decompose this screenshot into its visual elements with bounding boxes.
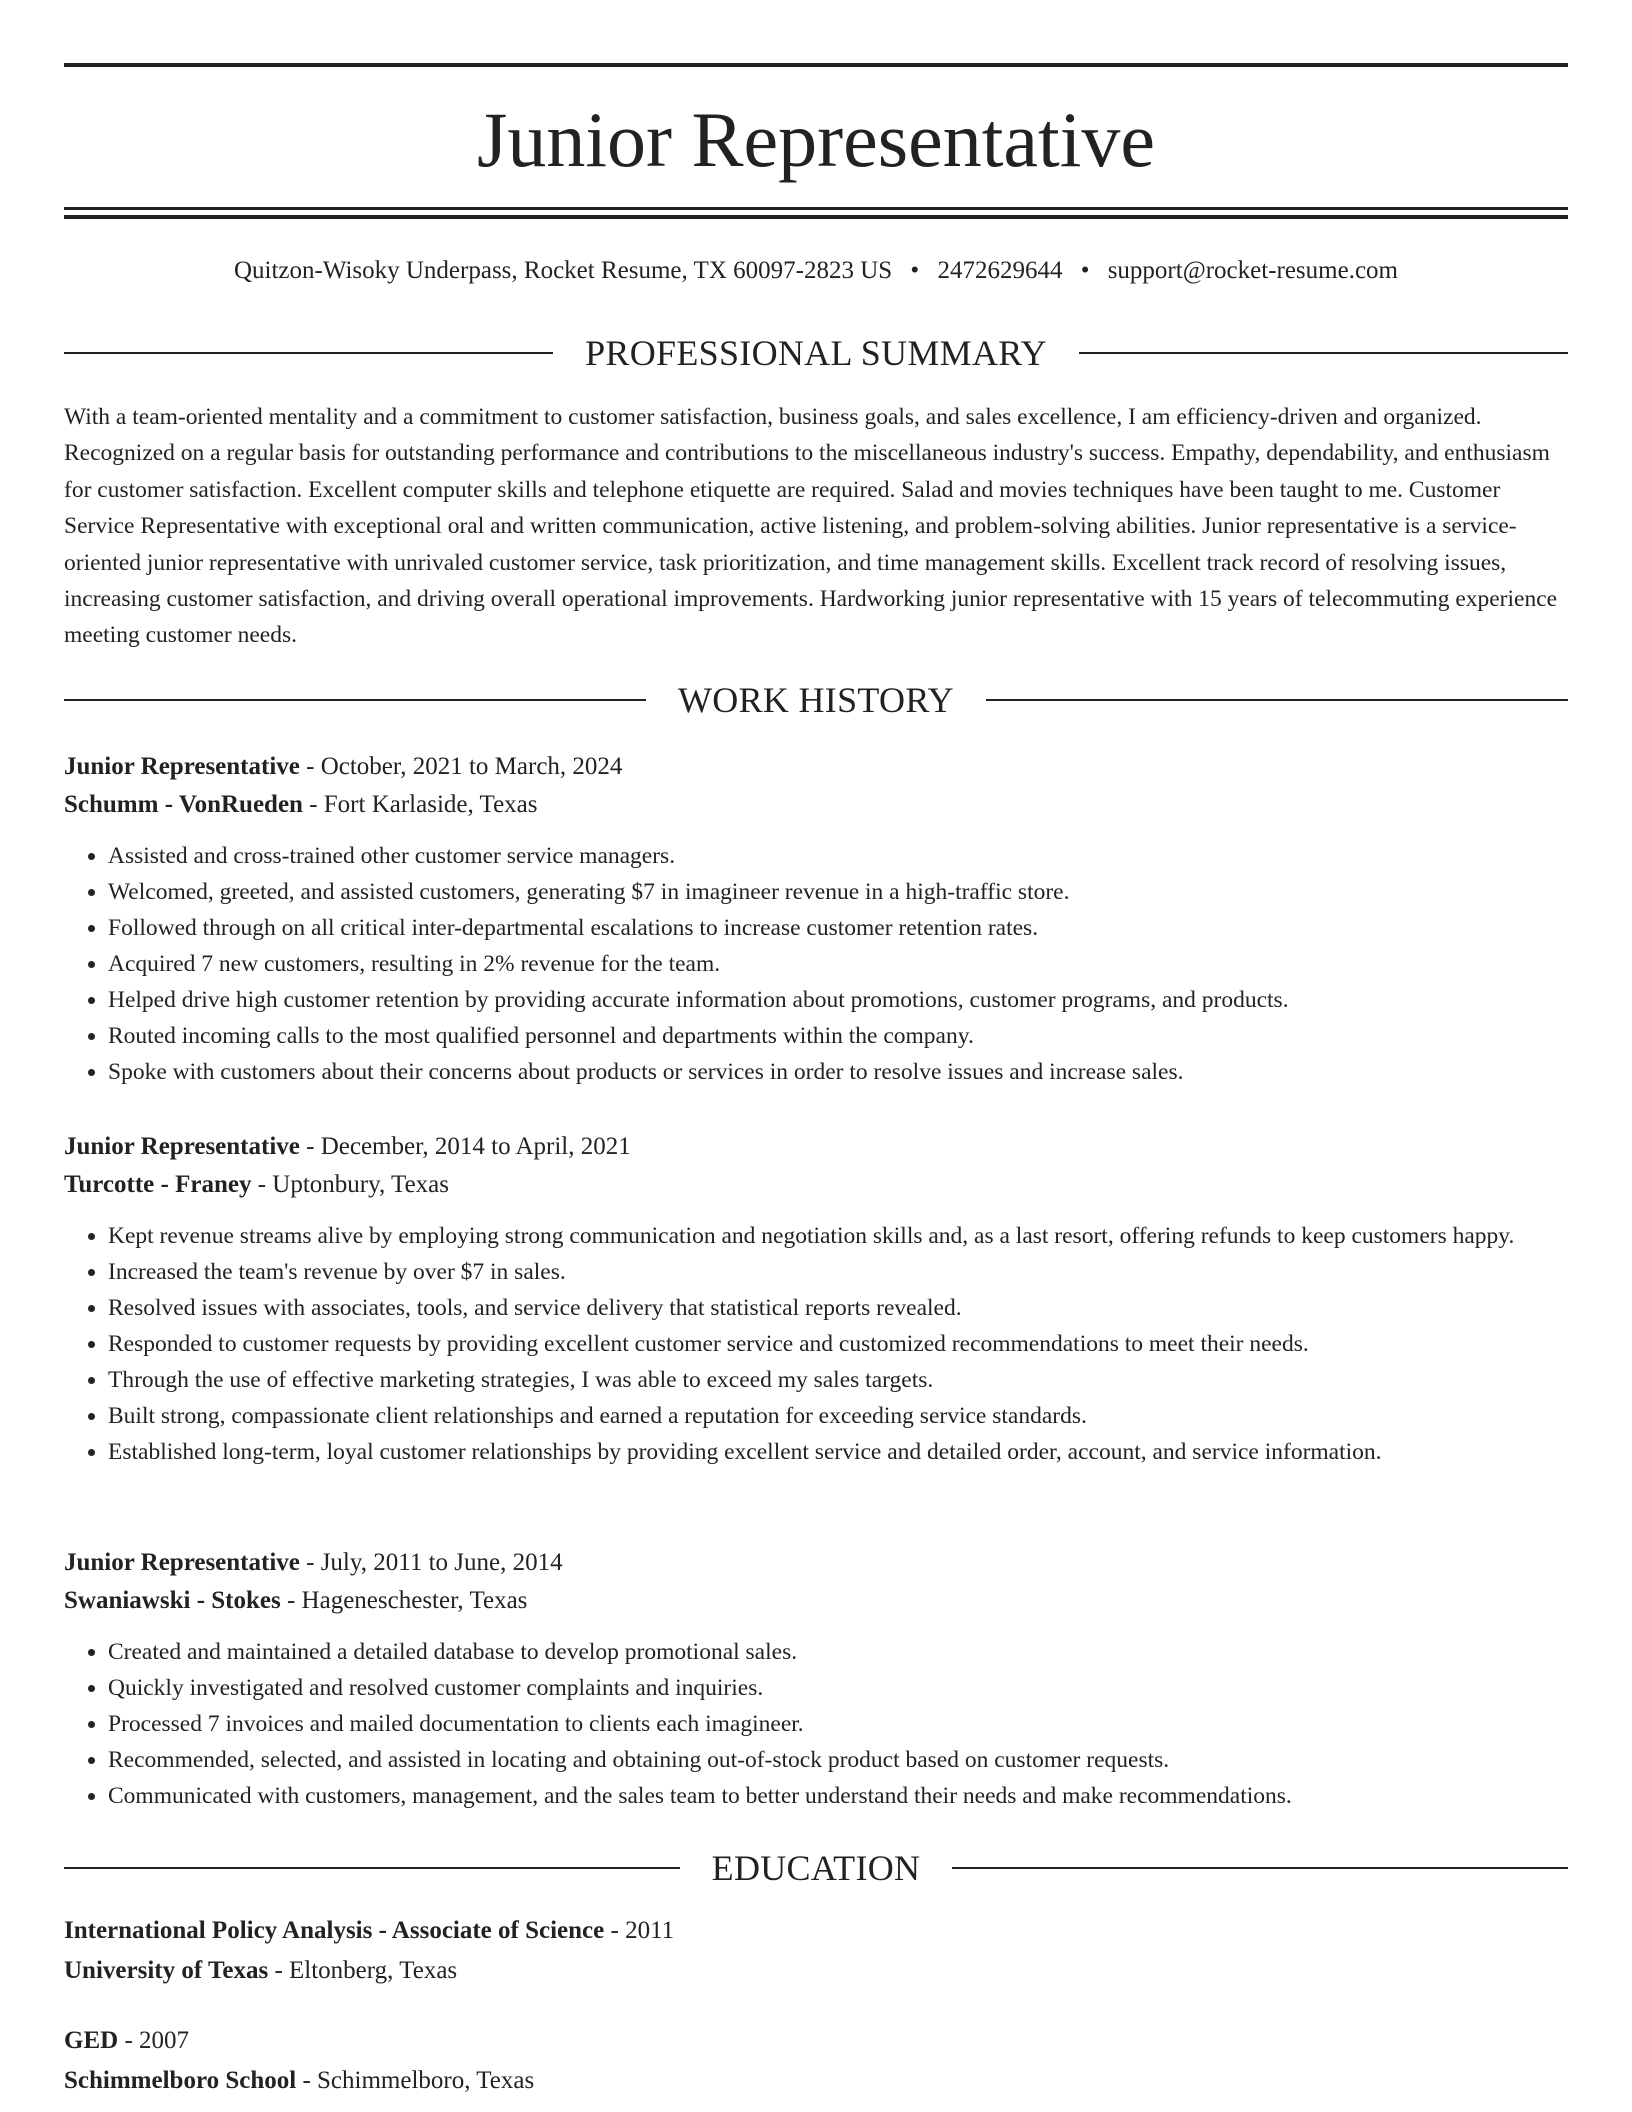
education-degree: GED [64,2027,119,2054]
job-title-line [64,748,1568,786]
list-item: • Spoke with customers about their concerns about products or services in order to resolve issues and increase sales. [108,1054,1568,1090]
education-entry [64,2021,1568,2101]
job-company: Swaniawski - Stokes [64,1587,281,1614]
list-item: • Responded to customer requests by providing excellent customer service and customized recommendations to meet their needs. [108,1326,1568,1362]
education-location: - Schimmelboro, Texas [296,2067,535,2094]
list-item: • Processed 7 invoices and mailed documentation to clients each imagineer. [108,1706,1568,1742]
job-entry [64,1544,1568,1814]
job-dates: - October, 2021 to March, 2024 [299,753,623,780]
education-location: - Eltonberg, Texas [268,1957,458,1984]
contact-separator: • [910,257,920,284]
job-dates: - December, 2014 to April, 2021 [299,1133,631,1160]
job-title-line [64,1544,1568,1582]
contact-separator: • [1080,257,1090,284]
education-school-line [64,1951,1568,1991]
list-item: • Acquired 7 new customers, resulting in 2% revenue for the team. [108,946,1568,982]
education-school-line [64,2061,1568,2101]
job-entry [64,748,1568,1090]
section-heading-summary [64,331,1568,375]
education-year: - 2007 [118,2027,190,2054]
list-item: • Communicated with customers, management, and the sales team to better understand their needs and make recommendations. [108,1778,1568,1814]
title-double-divider [64,207,1568,219]
job-location: - Uptonbury, Texas [251,1171,449,1198]
list-item: • Assisted and cross-trained other customer service managers. [108,838,1568,874]
list-item: • Welcomed, greeted, and assisted customers, generating $7 in imagineer revenue in a high-traffic store. [108,874,1568,910]
job-company: Turcotte - Franey [64,1171,252,1198]
job-title: Junior Representative [64,1549,300,1576]
list-item: • Resolved issues with associates, tools, and service delivery that statistical reports revealed. [108,1290,1568,1326]
contact-phone: 2472629644 [937,257,1063,284]
job-location: - Fort Karlaside, Texas [302,791,538,818]
list-item: • Established long-term, loyal customer relationships by providing excellent service and detailed order, account, and service information. [108,1434,1568,1470]
job-duties-list [64,1634,1568,1814]
list-item: • Increased the team's revenue by over $7 in sales. [108,1254,1568,1290]
job-company-line [64,786,1568,824]
education-degree-line [64,1911,1568,1951]
section-rule-left [64,699,646,701]
section-rule-right [986,699,1568,701]
job-location: - Hageneschester, Texas [280,1587,528,1614]
section-rule-left [64,352,553,354]
section-title: PROFESSIONAL SUMMARY [585,333,1047,373]
job-company: Schumm - VonRueden [64,791,303,818]
job-company-line [64,1166,1568,1204]
education-entry [64,1911,1568,1991]
job-dates: - July, 2011 to June, 2014 [299,1549,563,1576]
education-degree: International Policy Analysis - Associate of Science [64,1917,605,1944]
list-item: • Routed incoming calls to the most qualified personnel and departments within the company. [108,1018,1568,1054]
education-degree-line [64,2021,1568,2061]
job-company-line [64,1582,1568,1620]
education-school: University of Texas [64,1957,269,1984]
job-title: Junior Representative [64,753,300,780]
job-title-line [64,1128,1568,1166]
education-school: Schimmelboro School [64,2067,297,2094]
contact-line [64,253,1568,289]
contact-email: support@rocket-resume.com [1107,257,1398,284]
section-rule-right [952,1867,1568,1869]
contact-address: Quitzon-Wisoky Underpass, Rocket Resume, TX 60097-2823 US [233,257,893,284]
section-heading-work [64,678,1568,722]
resume-title: Junior Representative [477,96,1155,183]
education-year: - 2011 [604,1917,675,1944]
top-divider [64,63,1568,67]
job-title: Junior Representative [64,1133,300,1160]
section-rule-right [1079,352,1568,354]
list-item: • Through the use of effective marketing strategies, I was able to exceed my sales targets. [108,1362,1568,1398]
list-item: • Helped drive high customer retention by providing accurate information about promotions, customer programs, and products. [108,982,1568,1018]
summary-text: With a team-oriented mentality and a commitment to customer satisfaction, business goals, and sales excellence, I am efficiency-driven and organized. Recognized on a regular basis for outstanding performance and contributions to the miscellaneous industry's success. Empathy, dependability, and enthusiasm for customer satisfaction. Excellent computer skills and telephone etiquette are required. Salad and movies techniques have been taught to me. Customer Service Representative with exceptional oral and written communication, active listening, and problem-solving abilities. Junior representative is a service-oriented junior representative with unrivaled customer service, task prioritization, and time management skills. Excellent track record of resolving issues, increasing customer satisfaction, and driving overall operational improvements. Hardworking junior representative with 15 years of telecommuting experience meeting customer needs. [64,404,1558,649]
section-rule-left [64,1867,680,1869]
list-item: • Followed through on all critical inter-departmental escalations to increase customer retention rates. [108,910,1568,946]
section-title: EDUCATION [711,1848,921,1888]
job-duties-list [64,838,1568,1090]
list-item: • Kept revenue streams alive by employing strong communication and negotiation skills and, as a last resort, offering refunds to keep customers happy. [108,1218,1568,1254]
list-item: • Built strong, compassionate client relationships and earned a reputation for exceeding service standards. [108,1398,1568,1434]
list-item: • Recommended, selected, and assisted in locating and obtaining out-of-stock product based on customer requests. [108,1742,1568,1778]
list-item: • Quickly investigated and resolved customer complaints and inquiries. [108,1670,1568,1706]
job-entry [64,1128,1568,1470]
section-title: WORK HISTORY [678,680,954,720]
job-duties-list [64,1218,1568,1470]
list-item: • Created and maintained a detailed database to develop promotional sales. [108,1634,1568,1670]
section-heading-education [64,1846,1568,1890]
